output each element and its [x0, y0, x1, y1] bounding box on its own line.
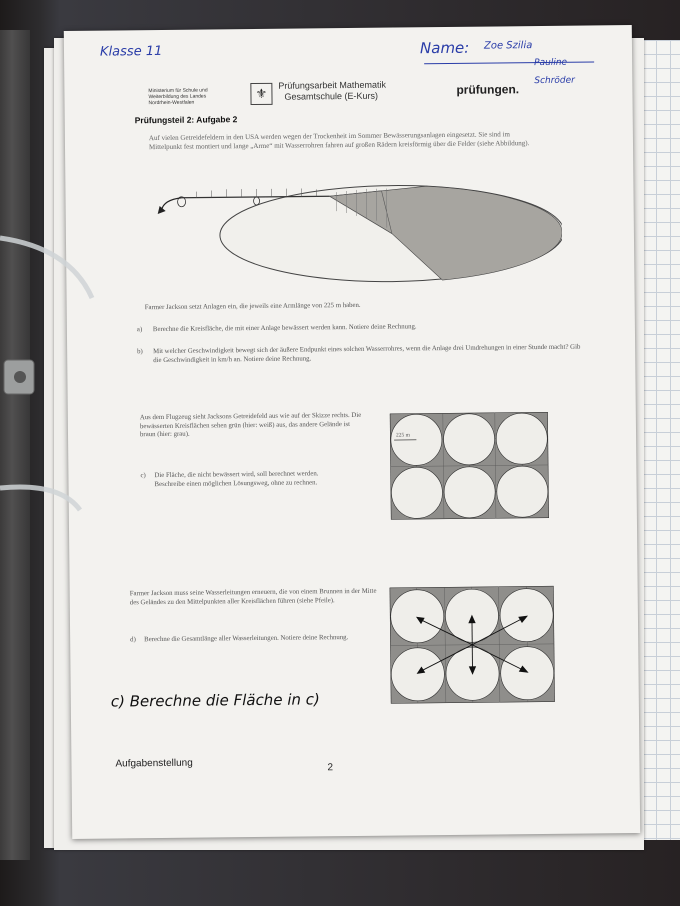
exam-page — [64, 25, 640, 839]
task-a-label: a) — [136, 326, 143, 334]
task-b-label: b) — [137, 348, 143, 356]
footer-label: Aufgabenstellung — [115, 757, 193, 770]
name-value-second: Pauline — [534, 57, 568, 69]
field-description-text: Aus dem Flugzeug sieht Jacksons Getreidefeld aus wie auf der Skizze rechts. Die bewässerten Kreisflächen sehen grün (hier: weiß) aus, das andere Gelände ist braun (hier: grau). — [139, 411, 362, 439]
name-underline — [424, 61, 594, 64]
task-b-text: Mit welcher Geschwindigkeit bewegt sich der äußere Endpunkt eines solchen Wasserrohres, wenn die Anlage drei Umdrehungen in einer Stunde macht? Gib die Geschwindigkeit in km/h an. Notiere deine Rechnung. — [153, 343, 581, 364]
field-grid-figure — [390, 412, 549, 520]
nrw-logo-icon: ⚜ — [250, 83, 272, 105]
ministry-text: Ministerium für Schule und Weiterbildung des Landes Nordrhein-Westfalen — [148, 87, 208, 107]
handwritten-task-note: c) Berechne die Fläche in c) — [110, 690, 320, 711]
klasse-handwritten: Klasse 11 — [99, 43, 163, 60]
brand-logo: prüfungen. — [456, 82, 520, 97]
exam-title: Prüfungsarbeit Mathematik — [278, 79, 386, 91]
name-label: Name: — [419, 38, 470, 58]
task-c-label: c) — [140, 472, 146, 480]
binder-rings — [0, 220, 110, 540]
name-value-surname: Schröder — [534, 75, 575, 87]
task-a-text: Berechne die Kreisfläche, die mit einer Anlage bewässert werden kann. Notiere deine Rechnung. — [152, 323, 417, 334]
task-c-text: Die Fläche, die nicht bewässert wird, soll berechnet werden. Beschreibe einen möglichen Lösungsweg, ohne zu rechnen. — [154, 470, 319, 488]
name-value-first: Zoe Szilia — [483, 40, 533, 52]
task-d-text: Berechne die Gesamtlänge aller Wasserleitungen. Notiere deine Rechnung. — [144, 634, 349, 644]
task-d-label: d) — [130, 636, 136, 644]
exam-header — [278, 80, 386, 103]
setup-text: Farmer Jackson setzt Anlagen ein, die jeweils eine Armlänge von 225 m haben. — [144, 301, 361, 312]
pipes-description-text: Farmer Jackson muss seine Wasserleitungen erneuern, die von einem Brunnen in der Mitte des Geländes zu den Mittelpunkten aller Kreisflächen führen (siehe Pfeile). — [129, 587, 377, 606]
intro-text: Auf vielen Getreidefeldern in den USA werden wegen der Trockenheit im Sommer Bewässerungsanlagen eingesetzt. Sie sind im Mittelpunkt fest montiert und lange „Arme“ mit Wasserrohren fahren auf großen Rädern kreisförmig über die Felder (siehe Abbildung). — [148, 130, 530, 152]
pipes-figure — [390, 586, 555, 704]
irrigation-figure — [141, 174, 562, 288]
section-title: Prüfungsteil 2: Aufgabe 2 — [134, 114, 238, 126]
grid-scale-label: 225 m — [396, 432, 410, 439]
page-number: 2 — [327, 762, 334, 774]
exam-subtitle: Gesamtschule (E-Kurs) — [284, 90, 379, 102]
